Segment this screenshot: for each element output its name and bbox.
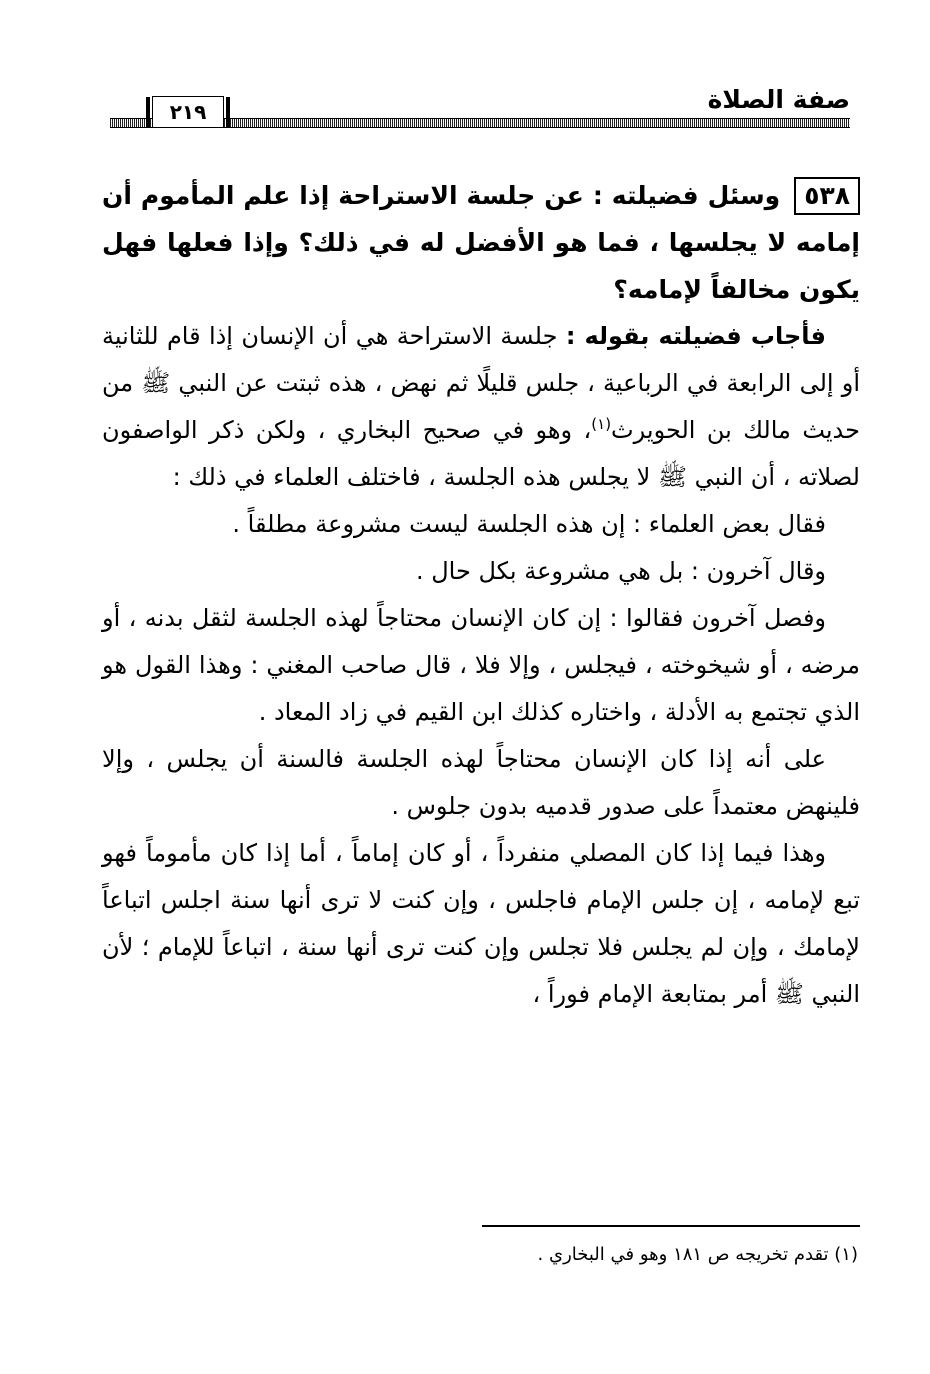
question-paragraph <box>102 172 860 313</box>
footnote-separator <box>482 1225 860 1227</box>
page-header <box>110 80 850 140</box>
footnote: (١) تقدم تخريجه ص ١٨١ وهو في البخاري . <box>537 1244 858 1265</box>
answer-paragraph-2: فقال بعض العلماء : إن هذه الجلسة ليست مشروعة مطلقاً . <box>232 510 826 538</box>
answer-paragraph-3: وقال آخرون : بل هي مشروعة بكل حال . <box>415 557 826 585</box>
answer-paragraph-6: وهذا فيما إذا كان المصلي منفرداً ، أو كان إماماً ، أما إذا كان مأموماً فهو تبع لإمامه ، إن جلس الإمام فاجلس ، وإن كنت لا ترى أنها سنة اجلس اتباعاً لإمامك ، وإن لم يجلس فلا تجلس وإن كنت ترى أنها سنة ، اتباعاً للإمام ؛ لأن النبي ﷺ أمر بمتابعة الإمام فوراً ، <box>102 839 860 1008</box>
answer-text-1a: جلسة الاستراحة هي أن الإنسان إذا قام للثانية أو إلى الرابعة في الرباعية ، جلس قليلًا ثم نهض ، هذه ثبتت عن النبي ﷺ من حديث مالك بن الحويرث <box>102 322 860 444</box>
question-number: ٥٣٨ <box>794 177 860 215</box>
answer-paragraph-1 <box>102 313 860 501</box>
page-body <box>102 172 860 1018</box>
page-number: ٢١٩ <box>152 96 224 128</box>
answer-paragraph-5: على أنه إذا كان الإنسان محتاجاً لهذه الجلسة فالسنة أن يجلس ، وإلا فلينهض معتمداً على صدور قدميه بدون جلوس . <box>102 745 860 820</box>
running-title: صفة الصلاة <box>707 85 850 114</box>
footnote-reference: (١) <box>591 415 612 433</box>
question-text: وسئل فضيلته : عن جلسة الاستراحة إذا علم المأموم أن إمامه لا يجلسها ، فما هو الأفضل له في ذلك؟ وإذا فعلها فهل يكون مخالفاً لإمامه؟ <box>102 181 860 304</box>
answer-paragraph-4: وفصل آخرون فقالوا : إن كان الإنسان محتاجاً لهذه الجلسة لثقل بدنه ، أو مرضه ، أو شيخوخته ، فيجلس ، وإلا فلا ، قال صاحب المغني : وهذا القول هو الذي تجتمع به الأدلة ، واختاره كذلك ابن القيم في زاد المعاد . <box>102 604 860 726</box>
answer-lead: فأجاب فضيلته بقوله : <box>565 322 827 350</box>
answer-text-1b: ، وهو في صحيح البخاري ، ولكن ذكر الواصفون لصلاته ، أن النبي ﷺ لا يجلس هذه الجلسة ، فاختلف العلماء في ذلك : <box>102 416 860 491</box>
